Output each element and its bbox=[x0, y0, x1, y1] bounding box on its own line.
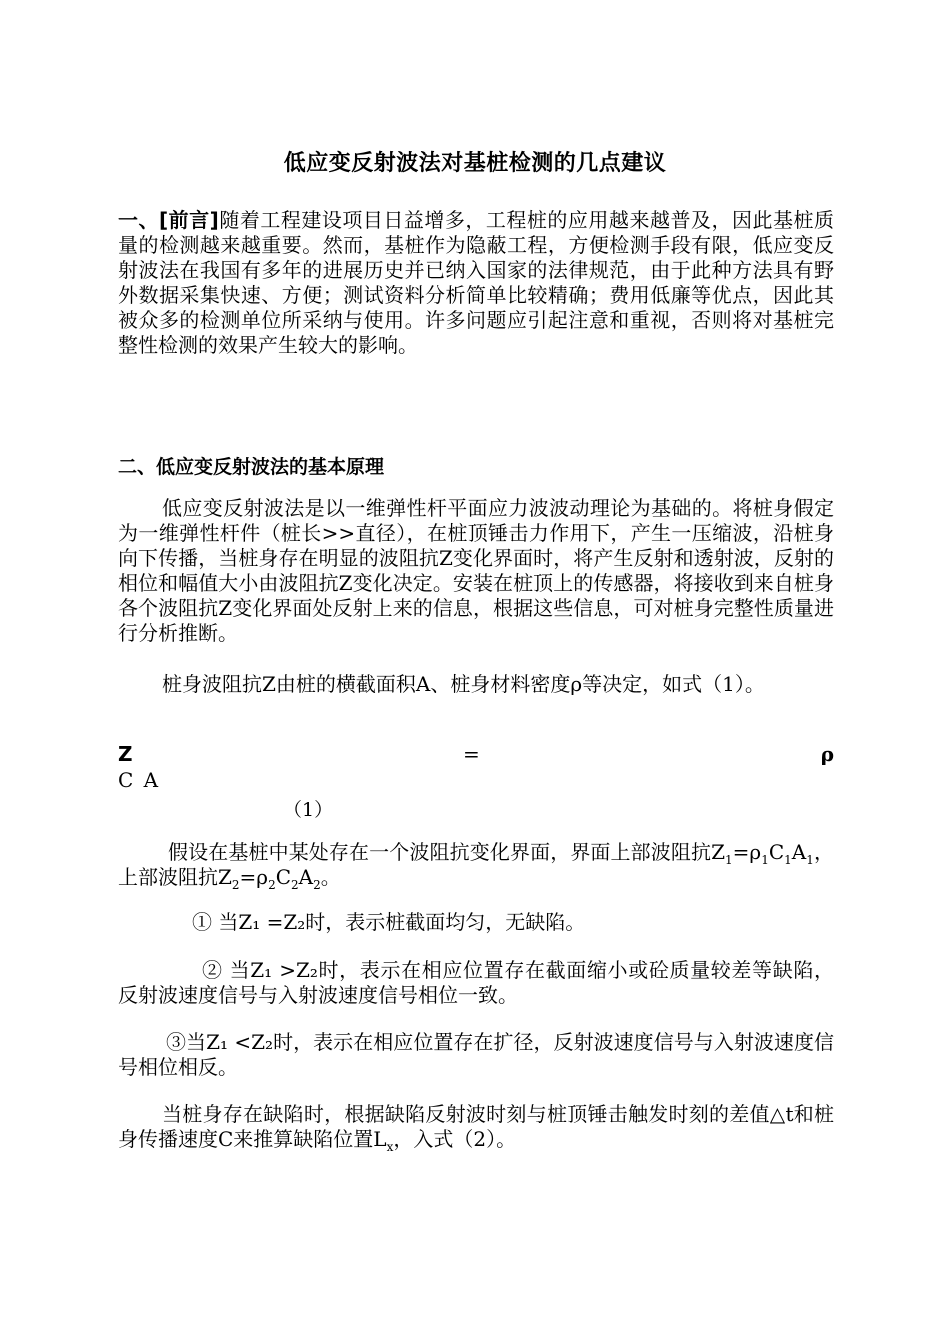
equation-rest: C A bbox=[118, 768, 161, 792]
equation-1 bbox=[118, 742, 834, 768]
equation-equals: = bbox=[463, 742, 480, 766]
preface-label: 一、[前言] bbox=[118, 208, 219, 232]
case-1: ① 当Z₁ =Z₂时，表示桩截面均匀，无缺陷。 bbox=[192, 910, 586, 934]
section-heading: 二、低应变反射波法的基本原理 bbox=[118, 456, 385, 478]
equation-number: （1） bbox=[283, 799, 334, 821]
document-title: 低应变反射波法对基桩检测的几点建议 bbox=[283, 151, 667, 176]
preface-text: 随着工程建设项目日益增多，工程桩的应用越来越普及，因此基桩质量的检测越来越重要。然而，基桩作为隐蔽工程，方便检测手段有限，低应变反射波法在我国有多年的进展历史并已纳入国家的法律规范，由于此种方法具有野外数据采集快速、方便；测试资料分析简单比较精确；费用低廉等优点，因此其被众多的检测单位所采纳与使用。许多问题应引起注意和重视，否则将对基桩完整性检测的效果产生较大的影响。 bbox=[118, 208, 834, 357]
equation-rho: ρ bbox=[820, 742, 834, 766]
case-2: ② 当Z₁ >Z₂时，表示在相应位置存在截面缩小或砼质量较差等缺陷，反射波速度信号与入射波速度信号相位一致。 bbox=[118, 958, 834, 1007]
case-3: ③当Z₁ <Z₂时，表示在相应位置存在扩径，反射波速度信号与入射波速度信号相位相反。 bbox=[118, 1030, 834, 1079]
principle-paragraph: 低应变反射波法是以一维弹性杆平面应力波波动理论为基础的。将桩身假定为一维弹性杆件（桩长>>直径），在桩顶锤击力作用下，产生一压缩波，沿桩身向下传播，当桩身存在明显的波阻抗Z变化界面时，将产生反射和透射波，反射的相位和幅值大小由波阻抗Z变化决定。安装在桩顶上的传感器，将接收到来自桩身各个波阻抗Z变化界面处反射上来的信息，根据这些信息，可对桩身完整性质量进行分析推断。 bbox=[118, 496, 834, 645]
defect-paragraph: 当桩身存在缺陷时，根据缺陷反射波时刻与桩顶锤击触发时刻的差值△t和桩身传播速度C来推算缺陷位置$L_x$，入式（2）。 bbox=[118, 1102, 834, 1154]
interface-paragraph: 假设在基桩中某处存在一个波阻抗变化界面，界面上部波阻抗$Z_1=\rho_1C_1A_1$，上部波阻抗$Z_2=\rho_2C_2A_2$。 bbox=[118, 840, 834, 892]
equation-lhs: Z bbox=[118, 742, 133, 766]
impedance-paragraph: 桩身波阻抗Z由桩的横截面积A、桩身材料密度ρ等决定，如式（1）。 bbox=[162, 672, 765, 696]
preface-paragraph bbox=[118, 208, 834, 358]
